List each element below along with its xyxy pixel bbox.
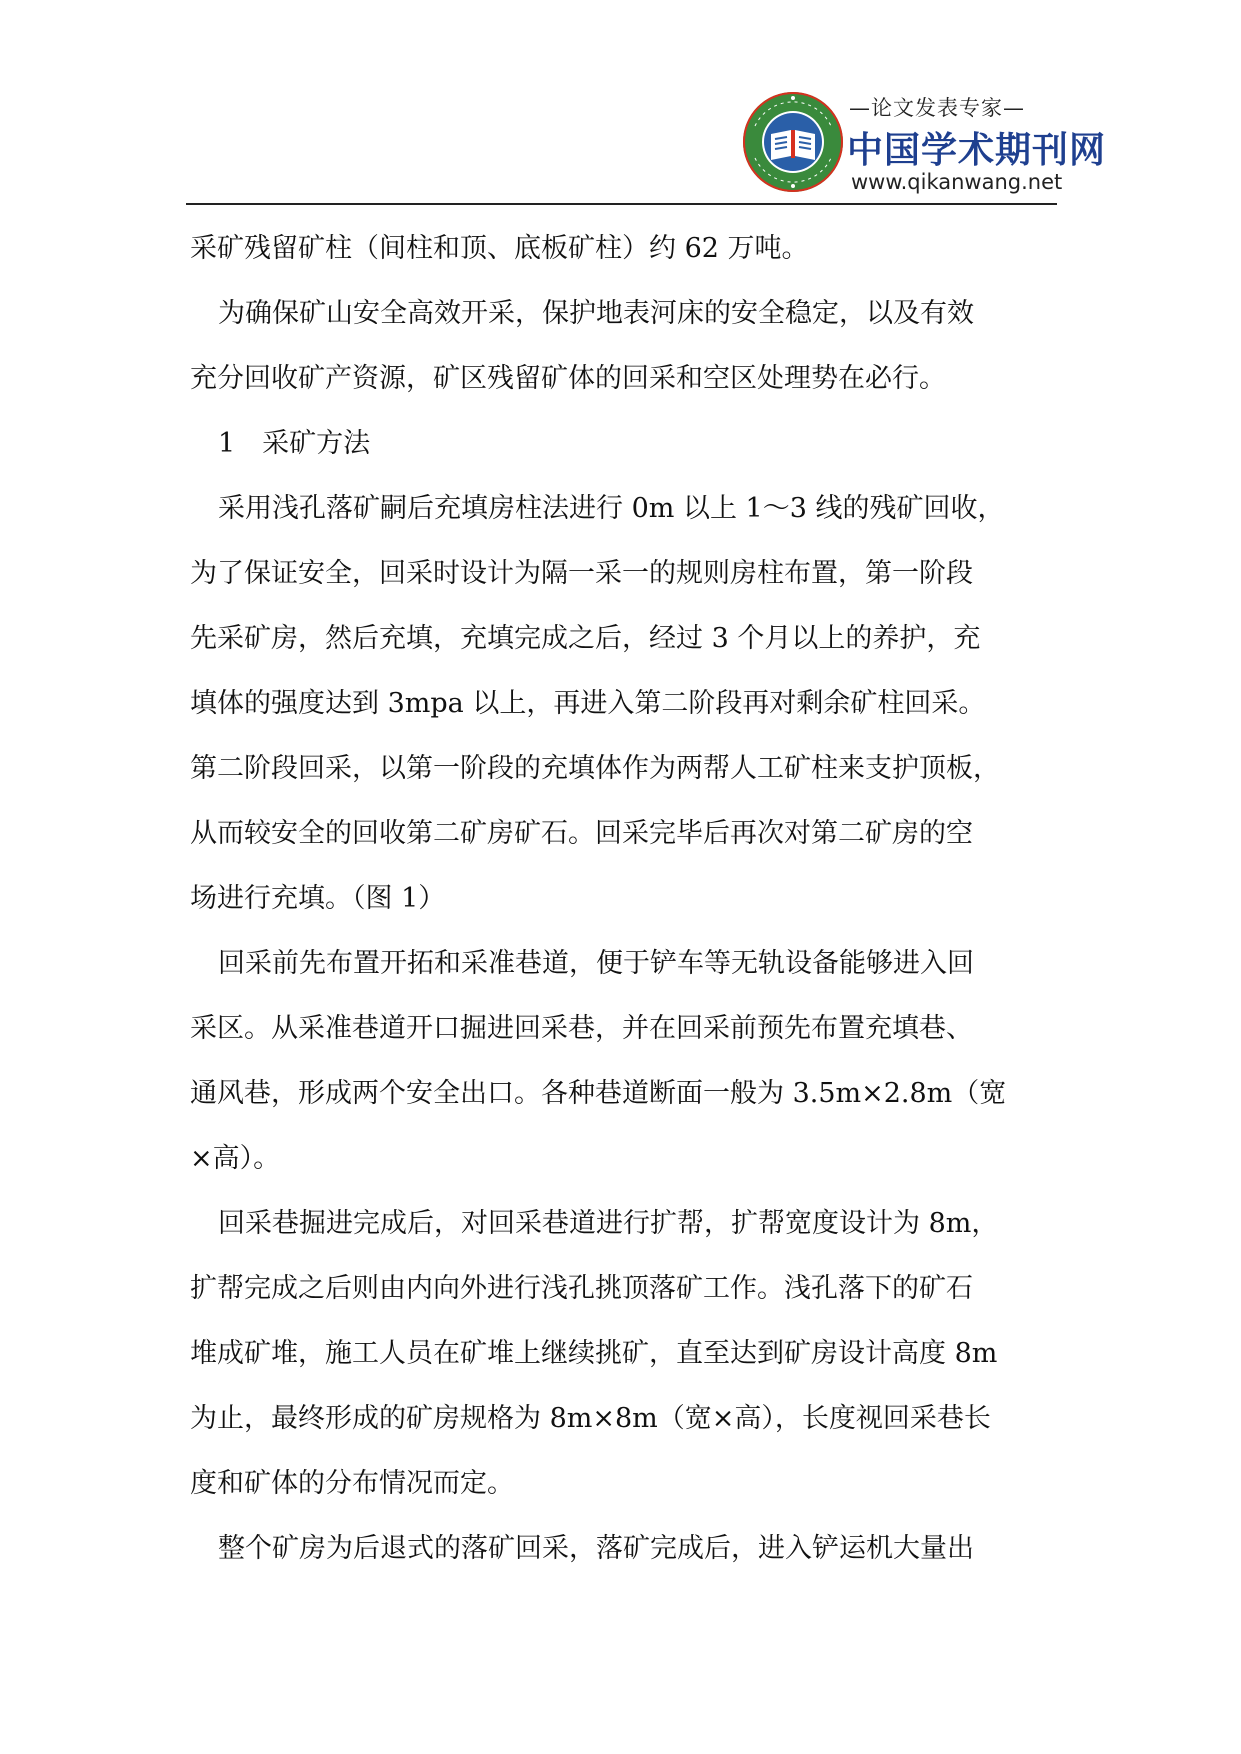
logo-site-name: 中国学术期刊网	[847, 130, 1107, 171]
section-heading: 1 采矿方法	[218, 428, 371, 459]
text-line: 采矿残留矿柱（间柱和顶、底板矿柱）约 62 万吨。	[190, 233, 809, 264]
site-logo	[741, 88, 1107, 198]
text-line: 回采巷掘进完成后，对回采巷道进行扩帮，扩帮宽度设计为 8m，	[218, 1208, 999, 1239]
text-line: 为止，最终形成的矿房规格为 8m×8m（宽×高），长度视回采巷长	[190, 1403, 991, 1434]
seal-icon	[741, 90, 845, 194]
text-line: 场进行充填。（图 1）	[190, 883, 446, 914]
text-line: 从而较安全的回收第二矿房矿石。回采完毕后再次对第二矿房的空	[190, 818, 973, 849]
logo-url: www.qikanwang.net	[851, 170, 1063, 194]
text-line: 填体的强度达到 3mpa 以上，再进入第二阶段再对剩余矿柱回采。	[190, 688, 986, 719]
text-line: 度和矿体的分布情况而定。	[190, 1468, 514, 1499]
text-line: 回采前先布置开拓和采准巷道，便于铲车等无轨设备能够进入回	[218, 948, 974, 979]
text-line: 先采矿房，然后充填，充填完成之后，经过 3 个月以上的养护，充	[190, 623, 981, 654]
text-line: 堆成矿堆，施工人员在矿堆上继续挑矿，直至达到矿房设计高度 8m	[190, 1338, 998, 1369]
text-line: 第二阶段回采，以第一阶段的充填体作为两帮人工矿柱来支护顶板，	[190, 753, 1000, 784]
text-line: ×高）。	[190, 1143, 281, 1174]
header-divider	[186, 203, 1057, 205]
text-line: 充分回收矿产资源，矿区残留矿体的回采和空区处理势在必行。	[190, 363, 946, 394]
text-line: 为确保矿山安全高效开采，保护地表河床的安全稳定，以及有效	[218, 298, 974, 329]
text-line: 扩帮完成之后则由内向外进行浅孔挑顶落矿工作。浅孔落下的矿石	[190, 1273, 973, 1304]
text-line: 通风巷，形成两个安全出口。各种巷道断面一般为 3.5m×2.8m（宽	[190, 1078, 1007, 1109]
text-line: 整个矿房为后退式的落矿回采，落矿完成后，进入铲运机大量出	[218, 1533, 974, 1564]
text-line: 为了保证安全，回采时设计为隔一采一的规则房柱布置，第一阶段	[190, 558, 973, 589]
text-line: 采区。从采准巷道开口掘进回采巷，并在回采前预先布置充填巷、	[190, 1013, 973, 1044]
document-body	[190, 216, 1040, 1581]
logo-tagline: —论文发表专家—	[849, 96, 1025, 120]
text-line: 采用浅孔落矿嗣后充填房柱法进行 0m 以上 1～3 线的残矿回收，	[218, 493, 1005, 524]
